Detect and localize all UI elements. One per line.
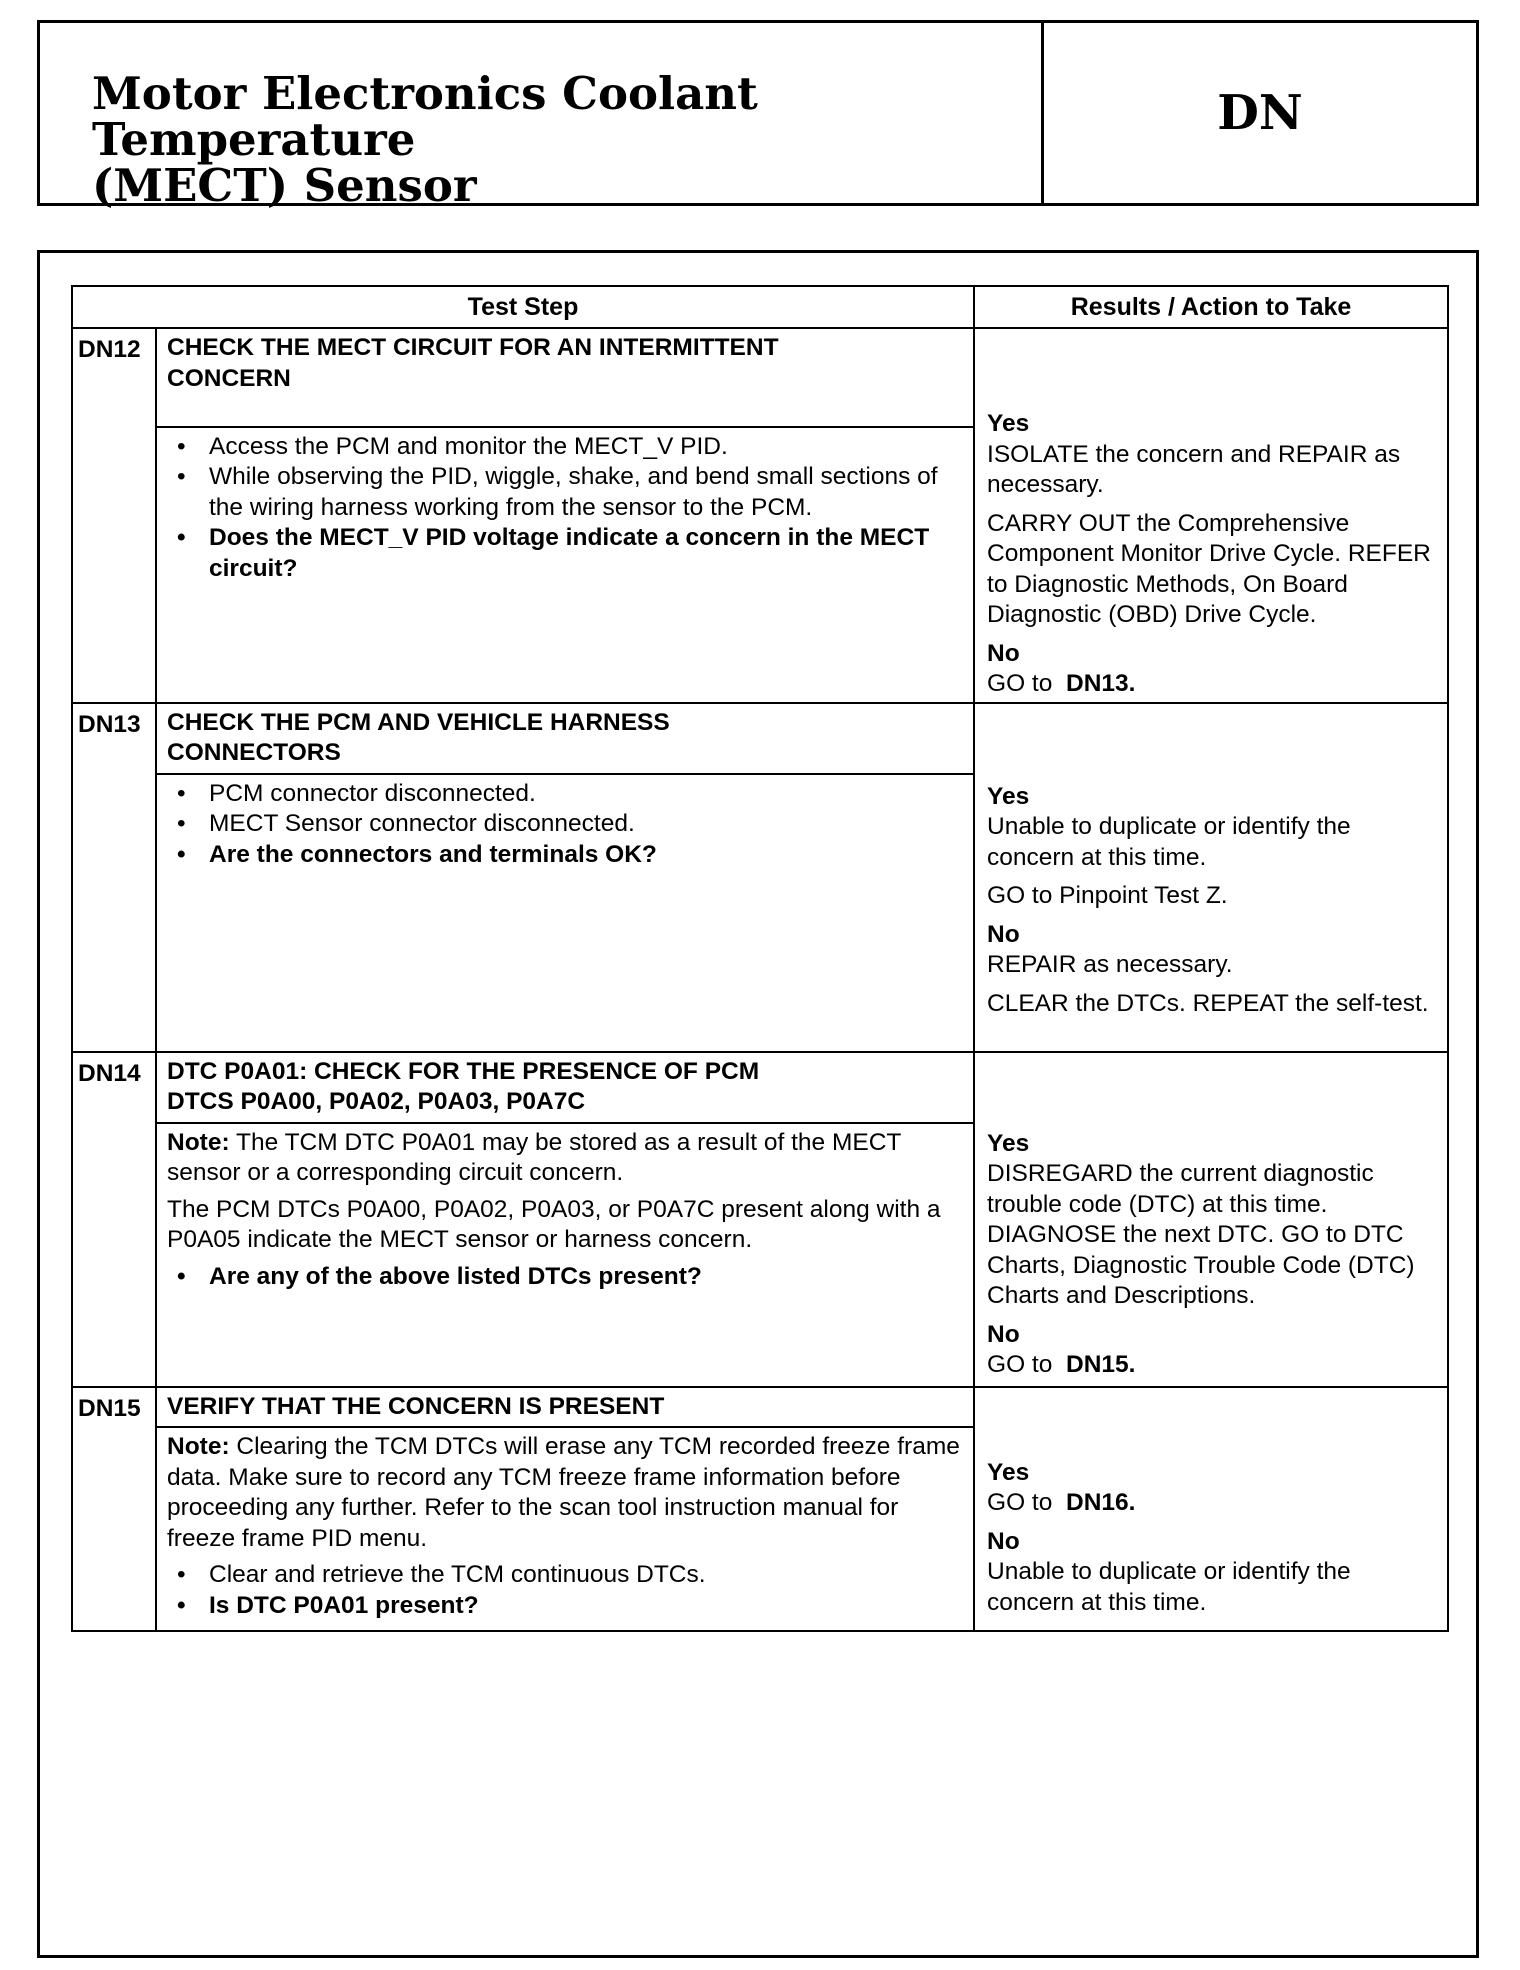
step-paragraph: The PCM DTCs P0A00, P0A02, P0A03, or P0A7C present along with a P0A05 indicate the MECT sensor or harness concern.	[167, 1195, 941, 1253]
table-header-row	[72, 286, 1448, 328]
step-body	[156, 1123, 974, 1387]
note-label: Note:	[167, 1433, 230, 1460]
list-item: • PCM connector disconnected.	[167, 779, 963, 810]
page-title	[40, 23, 1044, 212]
step-heading-line: DTC P0A01: CHECK FOR THE PRESENCE OF PCM	[167, 1057, 760, 1085]
yes-action-text: GO to	[987, 1489, 1053, 1516]
step-id: DN12	[72, 328, 156, 703]
note-text: Clearing the TCM DTCs will erase any TCM recorded freeze frame data. Make sure to record any TCM freeze frame information before proceeding any further. Refer to the scan tool instruction manual for freeze frame PID menu.	[167, 1433, 960, 1552]
step-actions-list	[167, 432, 963, 585]
step-reference: DN13	[1066, 670, 1129, 697]
step-heading-row	[72, 1052, 1448, 1123]
step-note	[167, 1128, 963, 1189]
step-results	[974, 1052, 1448, 1387]
no-action-text: GO to	[987, 1351, 1053, 1378]
step-heading-line: CONCERN	[167, 364, 291, 392]
list-item: • While observing the PID, wiggle, shake, and bend small sections of the wiring harness working from the sensor to the PCM.	[167, 462, 963, 523]
step-heading	[156, 1052, 974, 1123]
yes-action: ISOLATE the concern and REPAIR as necessary.	[987, 440, 1401, 498]
column-header-test-step: Test Step	[72, 286, 974, 328]
yes-label: Yes	[987, 1458, 1030, 1486]
step-heading-line: CHECK THE MECT CIRCUIT FOR AN INTERMITTENT	[167, 334, 779, 361]
step-results	[974, 328, 1448, 703]
yes-action	[987, 1488, 1441, 1519]
punctuation: .	[1128, 1351, 1136, 1378]
punctuation: .	[1128, 1489, 1136, 1516]
step-heading-line: VERIFY THAT THE CONCERN IS PRESENT	[167, 1392, 665, 1420]
step-body	[156, 1427, 974, 1631]
yes-label: Yes	[987, 1129, 1030, 1157]
step-body	[156, 427, 974, 703]
step-heading	[156, 1387, 974, 1428]
no-label: No	[987, 1320, 1020, 1348]
note-label: Note:	[167, 1128, 230, 1156]
step-actions-list	[167, 1560, 963, 1621]
punctuation: .	[1128, 670, 1136, 697]
step-note	[167, 1432, 963, 1554]
step-results	[974, 703, 1448, 1052]
no-label: No	[987, 1527, 1020, 1555]
step-question: • Does the MECT_V PID voltage indicate a concern in the MECT circuit?	[167, 523, 963, 584]
yes-action: GO to Pinpoint Test Z.	[987, 882, 1228, 909]
title-line-1: Motor Electronics Coolant Temperature	[92, 67, 758, 166]
step-reference: DN15	[1066, 1351, 1129, 1378]
no-label: No	[987, 920, 1020, 948]
step-heading-row	[72, 1387, 1448, 1428]
step-question: • Are any of the above listed DTCs present?	[167, 1262, 963, 1293]
step-question: • Are the connectors and terminals OK?	[167, 840, 963, 871]
step-id: DN14	[72, 1052, 156, 1387]
no-action	[987, 669, 1441, 700]
step-heading-row	[72, 328, 1448, 427]
yes-action: DISREGARD the current diagnostic trouble code (DTC) at this time. DIAGNOSE the next DTC. GO to DTC Charts, Diagnostic Trouble Code (DTC) Charts and Descriptions.	[987, 1160, 1415, 1309]
step-actions-list	[167, 1262, 963, 1293]
no-action: CLEAR the DTCs. REPEAT the self-test.	[987, 989, 1429, 1017]
column-header-results: Results / Action to Take	[974, 286, 1448, 328]
step-body	[156, 774, 974, 1052]
step-actions-list	[167, 779, 963, 871]
step-id: DN15	[72, 1387, 156, 1632]
step-heading-line: DTCS P0A00, P0A02, P0A03, P0A7C	[167, 1088, 586, 1115]
step-id: DN13	[72, 703, 156, 1052]
step-heading-line: CONNECTORS	[167, 739, 341, 766]
no-action	[987, 1350, 1441, 1381]
note-text: The TCM DTC P0A01 may be stored as a result of the MECT sensor or a corresponding circuit concern.	[167, 1128, 901, 1186]
page-header	[37, 20, 1479, 212]
list-item: • MECT Sensor connector disconnected.	[167, 809, 963, 840]
step-heading-line: CHECK THE PCM AND VEHICLE HARNESS	[167, 708, 670, 736]
section-code: DN	[1217, 85, 1303, 141]
title-line-2: (MECT) Sensor	[92, 159, 477, 212]
step-question: • Is DTC P0A01 present?	[167, 1591, 963, 1622]
yes-action: CARRY OUT the Comprehensive Component Monitor Drive Cycle. REFER to Diagnostic Methods, On Board Diagnostic (OBD) Drive Cycle.	[987, 509, 1431, 628]
no-action-text: GO to	[987, 670, 1053, 697]
no-action: REPAIR as necessary.	[987, 951, 1233, 978]
test-step-table	[71, 285, 1449, 1632]
no-action: Unable to duplicate or identify the concern at this time.	[987, 1558, 1351, 1616]
step-results	[974, 1387, 1448, 1632]
step-heading-row	[72, 703, 1448, 774]
yes-action: Unable to duplicate or identify the concern at this time.	[987, 813, 1351, 871]
yes-label: Yes	[987, 782, 1030, 810]
step-reference: DN16	[1066, 1489, 1129, 1516]
step-heading	[156, 703, 974, 774]
yes-label: Yes	[987, 410, 1030, 437]
no-label: No	[987, 639, 1020, 667]
list-item: • Access the PCM and monitor the MECT_V PID.	[167, 432, 963, 463]
step-heading	[156, 328, 974, 427]
list-item: • Clear and retrieve the TCM continuous DTCs.	[167, 1560, 963, 1591]
